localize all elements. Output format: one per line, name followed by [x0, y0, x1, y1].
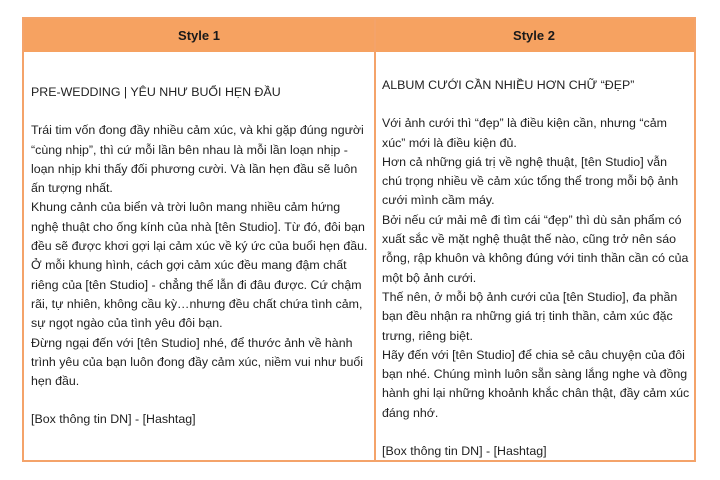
- style-2-cell: [382, 52, 690, 461]
- style-2-footer: [Box thông tin DN] - [Hashtag]: [382, 444, 547, 459]
- style-1-cell: [31, 52, 369, 430]
- style-2-paragraph: Hơn cả những giá trị về nghệ thuật, [tên Studio] vẫn chú trọng nhiều về cảm xúc tổng thể trong mỗi bộ ảnh cưới mình cầm máy.: [382, 154, 679, 208]
- style-1-paragraph: Ở mỗi khung hình, cách gợi cảm xúc đều mang đậm chất riêng của [tên Studio] - chẳng thể lẫn đi đâu được. Cứ chậm rãi, tự nhiên, không cầu kỳ…nhưng đều chất chứa tình cảm, sự ngọt ngào của tình yêu đôi bạn.: [31, 258, 363, 331]
- style-2-paragraph: Thế nên, ở mỗi bộ ảnh cưới của [tên Studio], đa phần bạn đều nhận ra những giá trị tinh thần, cảm xúc đặc trưng, riêng biệt.: [382, 289, 678, 343]
- header-style-2: Style 2: [513, 28, 555, 43]
- style-1-title: PRE-WEDDING | YÊU NHƯ BUỔI HẸN ĐẦU: [31, 85, 281, 99]
- style-1-footer: [Box thông tin DN] - [Hashtag]: [31, 412, 196, 427]
- style-2-paragraph: Bởi nếu cứ mải mê đi tìm cái “đẹp” thì dù sản phẩm có xuất sắc về mặt nghệ thuật thế nào, cũng trở nên sáo rỗng, rập khuôn và không đúng với tinh thần cần có của một bộ ảnh cưới.: [382, 212, 689, 285]
- table-header-row: [24, 19, 694, 52]
- style-1-paragraph: Trái tim vốn đong đầy nhiều cảm xúc, và khi gặp đúng người “cùng nhịp”, thì cứ mỗi lần bên nhau là mỗi lần loạn nhịp - loạn nhịp khi thấy đối phương cười. Và lần hẹn đầu sẽ luôn ấn tượng nhất.: [31, 123, 364, 196]
- style-1-paragraph: Khung cảnh của biển và trời luôn mang nhiều cảm hứng nghệ thuật cho ống kính của nhà [tên Studio]. Từ đó, đôi bạn đều sẽ được khơi gợi lại cảm xúc về ký ức của buổi hẹn đầu.: [31, 200, 368, 254]
- comparison-table: [22, 17, 696, 462]
- style-1-paragraph: Đừng ngại đến với [tên Studio] nhé, để thước ảnh về hành trình yêu của bạn luôn đong đầy cảm xúc, niềm vui như buổi hẹn đầu.: [31, 335, 364, 389]
- header-style-1: Style 1: [178, 28, 220, 43]
- column-divider: [374, 19, 376, 460]
- style-2-paragraph: Với ảnh cưới thì “đẹp” là điều kiện cần, nhưng “cảm xúc” mới là điều kiện đủ.: [382, 116, 667, 150]
- style-2-paragraph: Hãy đến với [tên Studio] để chia sẻ câu chuyện của đôi bạn nhé. Chúng mình luôn sẵn sàng lắng nghe và đồng hành ghi lại những khoảnh khắc chân thật, đầy cảm xúc đáng nhớ.: [382, 347, 690, 420]
- style-2-title: ALBUM CƯỚI CẦN NHIỀU HƠN CHỮ “ĐẸP”: [382, 78, 635, 92]
